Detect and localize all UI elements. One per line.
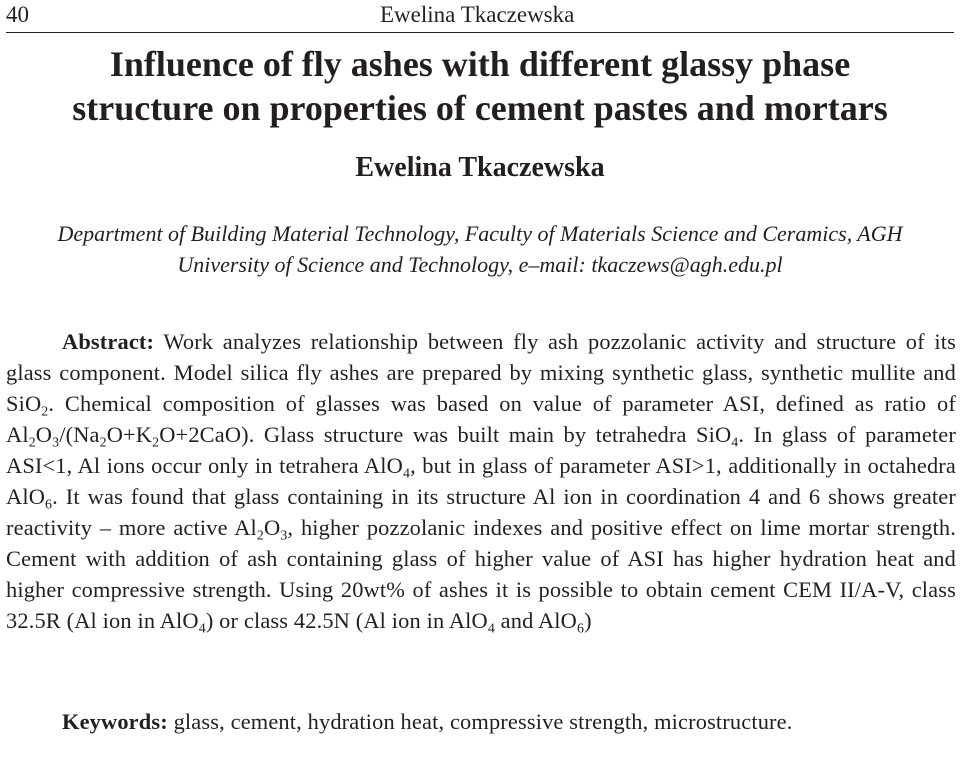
subscript: 6: [45, 497, 53, 513]
paper-title-line-2: structure on properties of cement pastes and mortars: [72, 88, 888, 128]
abstract-text: Work analyzes relationship between fly ash pozzolanic activity and structure of its glass component. Model silica fly ashes are prepared by mixing synthetic glass, synthetic mullite and SiO: [6, 329, 956, 416]
paper-title: [0, 42, 960, 130]
subscript: 2: [152, 435, 160, 451]
abstract-text: . Chemical composition of glasses was based on value of parameter ASI, defined as ratio of Al: [6, 391, 956, 447]
running-head: [6, 0, 954, 33]
affiliation-line-1: Department of Building Material Technology, Faculty of Materials Science and Ceramics, AGH: [57, 221, 903, 246]
abstract-text: and AlO: [494, 608, 577, 633]
subscript: 6: [577, 621, 585, 637]
subscript: 2: [28, 435, 36, 451]
keywords-text: glass, cement, hydration heat, compressive strength, microstructure.: [167, 709, 793, 734]
abstract-text: ) or class 42.5N (Al ion in AlO: [205, 608, 488, 633]
abstract-text: O+K: [106, 422, 153, 447]
subscript: 2: [256, 528, 264, 544]
abstract: [6, 326, 956, 636]
affiliation: [0, 218, 960, 280]
abstract-text: O: [264, 515, 281, 540]
author-name: Ewelina Tkaczewska: [355, 152, 605, 183]
abstract-text: , but in glass of parameter ASI>1, additionally in octahedra AlO: [6, 453, 956, 509]
subscript: 2: [99, 435, 107, 451]
abstract-label: Abstract:: [62, 329, 155, 354]
page-number: 40: [6, 2, 29, 27]
keywords-label: Keywords:: [62, 709, 168, 734]
paper-title-line-1: Influence of fly ashes with different glassy phase: [109, 44, 851, 84]
subscript: 4: [731, 435, 739, 451]
subscript: 4: [198, 621, 206, 637]
abstract-text: , higher pozzolanic indexes and positive effect on lime mortar strength. Cement with addition of ash containing glass of higher value of ASI has higher hydration heat and higher compressive strength. Using 20wt% of ashes it is possible to obtain cement CEM II/A-V, class 32.5R (Al ion in AlO: [6, 515, 956, 633]
subscript: 2: [41, 404, 49, 420]
abstract-text: ): [584, 608, 592, 633]
running-head-author: Ewelina Tkaczewska: [380, 2, 575, 27]
affiliation-line-2: University of Science and Technology, e–mail: tkaczews@agh.edu.pl: [177, 252, 783, 277]
keywords: [6, 706, 956, 737]
subscript: 3: [280, 528, 288, 544]
subscript: 4: [487, 621, 495, 637]
abstract-text: . In glass of parameter ASI<1, Al ions occur only in tetrahera AlO: [6, 422, 956, 478]
abstract-text: O: [35, 422, 53, 447]
abstract-text: O+2CaO). Glass structure was built main by tetrahedra SiO: [159, 422, 732, 447]
abstract-text: . It was found that glass containing in its structure Al ion in coordination 4 and 6 shows greater reactivity – more active Al: [6, 484, 956, 540]
abstract-text: /(Na: [59, 422, 100, 447]
subscript: 3: [52, 435, 60, 451]
subscript: 4: [402, 466, 411, 482]
